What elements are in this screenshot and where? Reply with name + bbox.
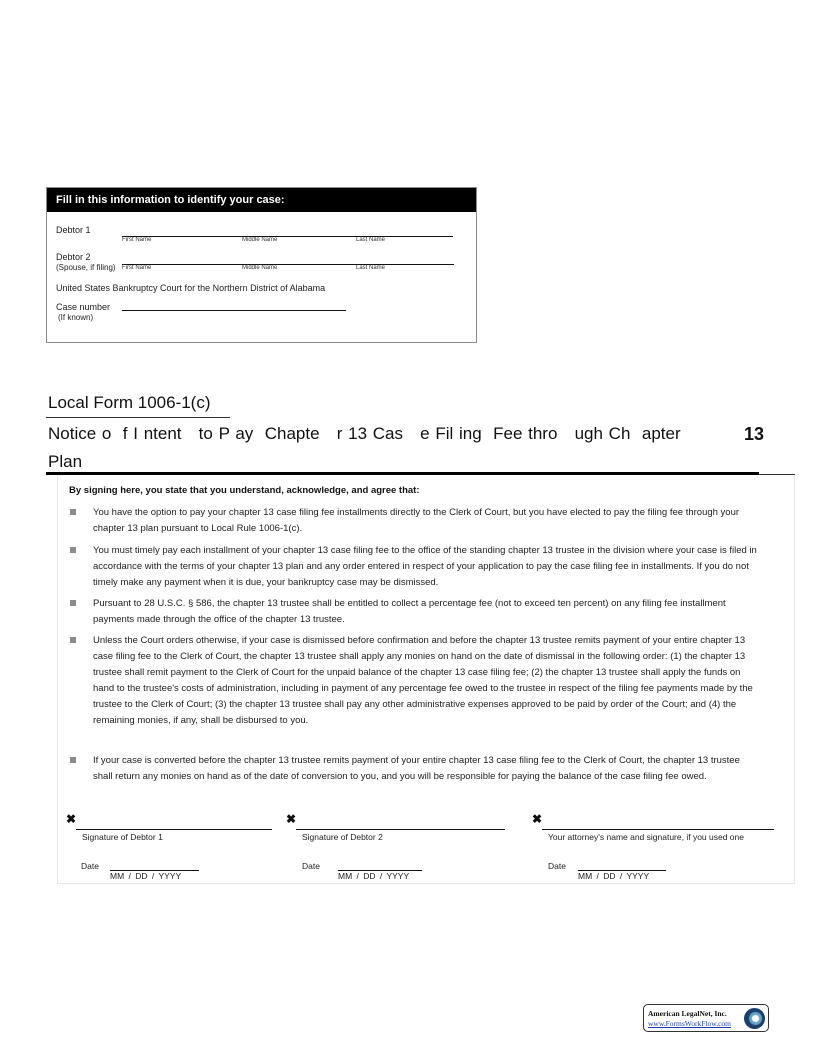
attorney-date-format: MM / DD / YYYY xyxy=(578,871,650,881)
case-info-box xyxy=(46,187,477,343)
american-legalnet-logo xyxy=(643,1004,769,1032)
signature-mark-icon: ✖ xyxy=(66,812,77,826)
debtor2-middle-name-caption: Middle Name xyxy=(242,265,278,271)
title-divider xyxy=(46,472,759,475)
debtor2-signature-label: Signature of Debtor 2 xyxy=(302,832,383,842)
square-bullet-icon xyxy=(70,757,76,763)
attorney-signature-field[interactable] xyxy=(542,829,774,830)
list-item-text: Pursuant to 28 U.S.C. § 586, the chapter 13 trustee shall be entitled to collect a percentage fee (not to exceed ten percent) on any filing fee installment payments made through the office of the chapter 13 trustee. xyxy=(93,598,726,625)
debtor2-date-format: MM / DD / YYYY xyxy=(338,871,410,881)
form-title-line1: Notice o f I ntent to P ay Chapte r 13 Cas e Fil ing Fee thro ugh Ch apter xyxy=(48,424,681,443)
debtor1-signature-field[interactable] xyxy=(76,829,272,830)
case-number-field[interactable] xyxy=(122,310,346,311)
attorney-date-label: Date xyxy=(548,861,566,871)
logo-company-name: American LegalNet, Inc. xyxy=(648,1009,727,1018)
debtor2-date-label: Date xyxy=(302,861,320,871)
list-item-text: Unless the Court orders otherwise, if your case is dismissed before confirmation and before the chapter 13 trustee remits payment of your entire chapter 13 case filing fee to the Clerk of Court, the chapter 13 trustee shall apply any monies on hand on the date of dismissal in the following order: (1) the chapter 13 trustee shall remit payment to the Clerk of Court for the unpaid balance of the chapter 13 case filing fee; (2) the chapter 13 trustee shall apply the funds on hand to the trustee's costs of administration, including in payment of any percentage fee owed to the trustee in respect of the filing fee payments made by the trustee to the Clerk of Court; (3) the chapter 13 trustee shall pay any other administrative expenses approved to be paid by order of the Court; and (4) the remaining monies, if any, shall be disbursed to you. xyxy=(93,635,753,726)
debtor2-sublabel: (Spouse, if filing) xyxy=(56,263,116,272)
square-bullet-icon xyxy=(70,600,76,606)
logo-website-link[interactable]: www.FormsWorkFlow.com xyxy=(648,1019,732,1028)
signature-mark-icon: ✖ xyxy=(532,812,543,826)
case-info-header: Fill in this information to identify your case: xyxy=(47,188,476,212)
debtor2-last-name-caption: Last Name xyxy=(356,265,386,271)
list-item-text: You have the option to pay your chapter 13 case filing fee installments directly to the Clerk of Court, but you have elected to pay the filing fee through your chapter 13 plan pursuant to Local Rule 1006-1(c). xyxy=(93,507,740,534)
square-bullet-icon xyxy=(70,637,76,643)
case-number-label: Case number xyxy=(56,302,111,312)
debtor1-name-field[interactable] xyxy=(122,236,453,237)
form-title-chapter-number: 13 xyxy=(744,424,765,444)
signature-mark-icon: ✖ xyxy=(286,812,297,826)
title-divider-extension xyxy=(759,474,795,475)
debtor1-last-name-caption: Last Name xyxy=(356,237,386,243)
square-bullet-icon xyxy=(70,509,76,515)
acknowledgment-panel xyxy=(57,476,795,884)
list-item-text: You must timely pay each installment of your chapter 13 case filing fee to the office of the standing chapter 13 trustee in the division where your case is filed in accordance with the terms of your chapter 13 plan and any order entered in respect of your application to pay the case filing fee in installments. If you do not timely make any payment when it is due, your bankruptcy case may be dismissed. xyxy=(93,545,757,588)
form-title-line2: Plan xyxy=(48,452,83,471)
attorney-signature-label: Your attorney's name and signature, if you used one xyxy=(548,832,744,842)
debtor2-first-name-caption: First Name xyxy=(122,265,152,271)
court-name: United States Bankruptcy Court for the Northern District of Alabama xyxy=(56,283,326,293)
globe-icon xyxy=(744,1008,765,1029)
acknowledgment-intro: By signing here, you state that you understand, acknowledge, and agree that: xyxy=(69,485,420,496)
debtor1-date-label: Date xyxy=(81,861,99,871)
case-number-sublabel: (If known) xyxy=(58,313,94,322)
debtor2-signature-field[interactable] xyxy=(296,829,505,830)
form-number: Local Form 1006-1(c) xyxy=(48,393,211,412)
square-bullet-icon xyxy=(70,547,76,553)
form-number-rule xyxy=(46,417,230,418)
debtor1-first-name-caption: First Name xyxy=(122,237,152,243)
debtor2-label: Debtor 2 xyxy=(56,252,91,262)
debtor1-signature-label: Signature of Debtor 1 xyxy=(82,832,163,842)
debtor1-label: Debtor 1 xyxy=(56,225,91,235)
list-item-text: If your case is converted before the chapter 13 trustee remits payment of your entire chapter 13 case filing fee to the Clerk of Court, the chapter 13 trustee shall return any monies on hand as of the date of conversion to you, and you will be responsible for paying the balance of the case filing fee owed. xyxy=(93,755,740,782)
debtor1-middle-name-caption: Middle Name xyxy=(242,237,278,243)
debtor1-date-format: MM / DD / YYYY xyxy=(110,871,182,881)
debtor2-name-field[interactable] xyxy=(122,264,454,265)
form-title xyxy=(48,420,748,476)
